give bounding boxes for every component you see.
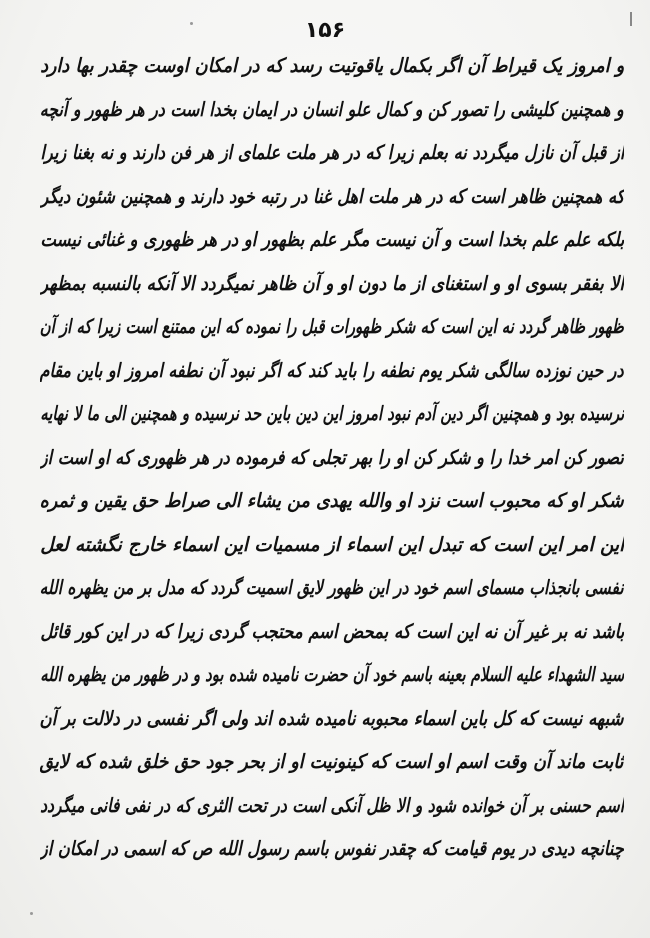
text-line-5: بلکه علم علم بخدا است و آن نیست مگر علم بظهور او در هر ظهوری و غنائی نیست <box>40 228 624 251</box>
text-line-4: که همچنین ظاهر است که در هر ملت اهل غنا در رتبه خود دارند و همچنین شئون دیگر <box>40 184 624 208</box>
text-line-10: تصور کن امر خدا را و شکر کن او را بهر تجلی که فرموده در هر ظهوری که او است از <box>40 445 624 469</box>
paper-speck <box>30 912 33 915</box>
text-line-16: شبهه نیست که کل باین اسماء محبوبه نامیده شده اند ولی اگر نفسی در دلالت بر آن <box>40 706 624 730</box>
text-line-7: ظهور ظاهر گردد نه این است که شکر ظهورات قبل را نموده که این ممتنع است زیرا که از آن <box>40 315 624 338</box>
text-line-12: این امر این است که تبدل این اسماء از مسمیات این اسماء خارج نگشته لعل <box>40 532 624 556</box>
text-line-1: و امروز یک قیراط آن اگر بکمال یاقوتیت رسد که در امکان اوست چقدر بها دارد <box>40 54 624 77</box>
text-line-14: باشد نه بر غیر آن نه این است که بمحض اسم محتجب گردی زیرا که در این کور قائل <box>40 619 624 643</box>
text-line-8: در حین نوزده سالگی شکر یوم نطفه را باید کند که اگر نبود آن نطفه امروز او باین مقام <box>40 358 624 382</box>
text-line-17: ثابت ماند آن وقت اسم او است که کینونیت او از بحر جود حق خلق شده که لایق <box>40 750 624 773</box>
paper-speck <box>190 22 193 25</box>
text-line-18: اسم حسنی بر آن خوانده شود و الا ظل آنکی است در تحت الثری که در نفی فانی میگردد <box>40 793 624 817</box>
manuscript-text <box>40 44 624 871</box>
text-line-6: الا بفقر بسوی او و استغنای از ما دون او و آن ظاهر نمیگردد الا آنکه بالنسبه بمظهر <box>40 271 624 295</box>
text-line-2: و همچنین کلیشی را تصور کن و کمال علو انسان در ایمان بخدا است در هر ظهور و آنچه <box>40 97 624 121</box>
text-line-15: سید الشهداء علیه السلام بعینه باسم خود آن حضرت نامیده شده بود و در ظهور من یظهره الله <box>40 663 624 686</box>
text-line-3: از قبل آن نازل میگردد نه بعلم زیرا که در هر ملت علمای از هر فن دارند و نه بغنا زیرا <box>40 141 624 164</box>
page-number: ۱۵۶ <box>304 18 346 43</box>
text-line-9: نرسیده بود و همچنین اگر دین آدم نبود امروز این دین باین حد نرسیده و همچنین الی ما لا نهایه <box>40 402 624 425</box>
text-line-13: نفسی بانجذاب مسمای اسم خود در این ظهور لایق اسمیت گردد که مدل بر من یظهره الله <box>40 576 624 599</box>
text-line-19: چنانچه دیدی در یوم قیامت که چقدر نفوس باسم رسول الله ص که اسمی در امکان از <box>40 837 624 860</box>
text-line-11: شکر او که محبوب است نزد او والله یهدی من یشاء الی صراط حق یقین و ثمره <box>40 489 624 512</box>
